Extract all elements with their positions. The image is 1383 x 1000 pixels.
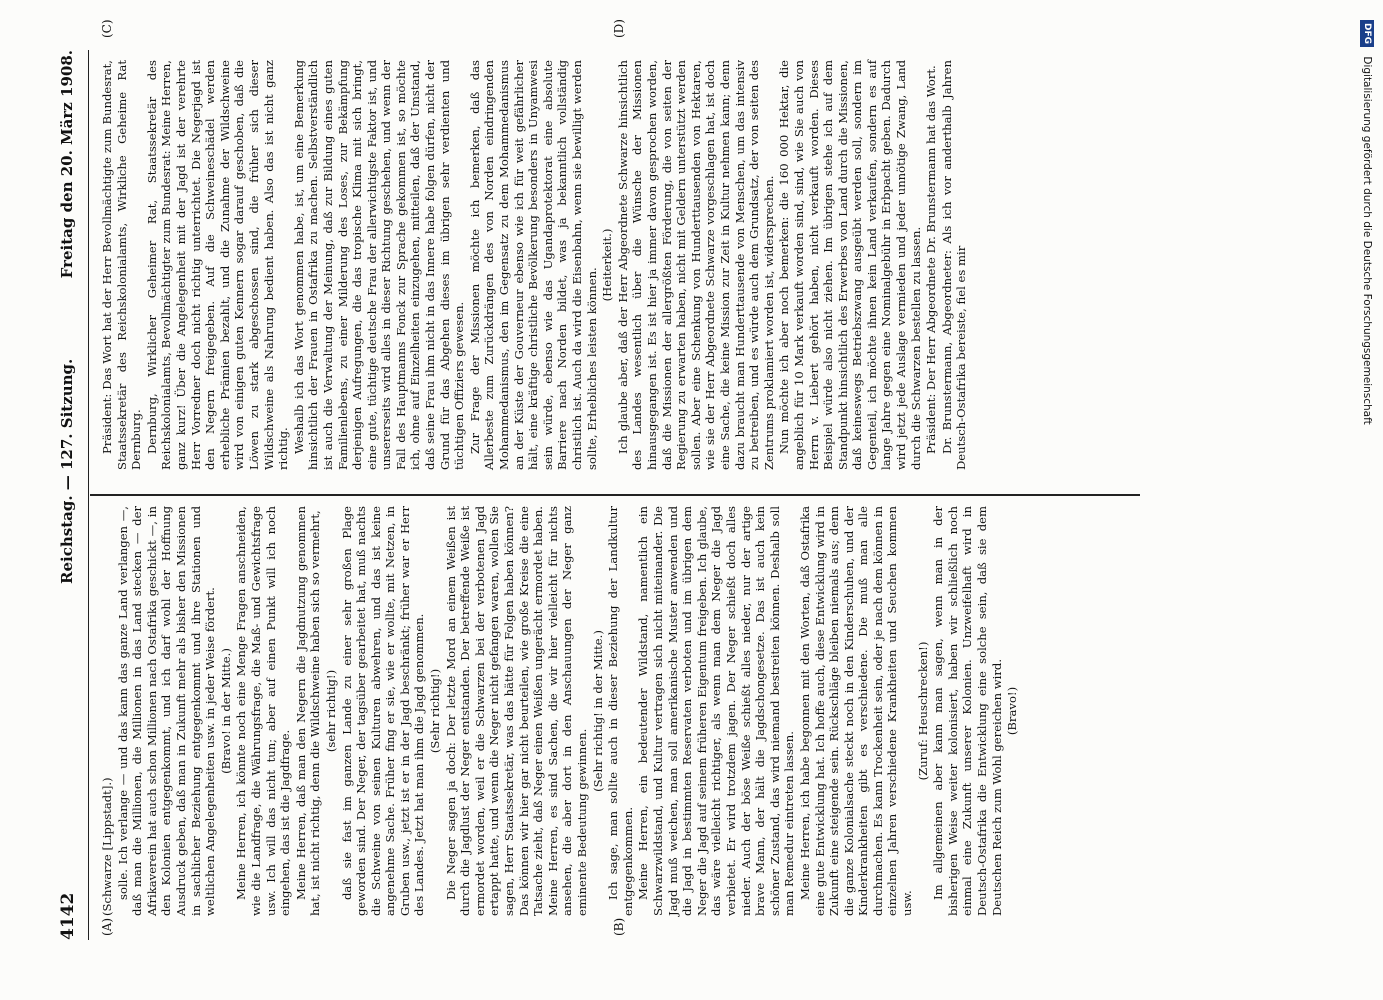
paragraph: Präsident: Der Herr Abgeordnete Dr. Brunstermann hat das Wort. [924, 65, 939, 454]
session-date: Freitag den 20. März 1908. [58, 50, 76, 279]
speaker-label: (Schwarze [Lippstadt].) [100, 777, 114, 916]
margin-mark-b: (B) [612, 917, 626, 936]
page-number: 4142 [58, 892, 78, 940]
paragraph: Nun möchte ich aber noch bemerken: die 160 000 Hektar, die angeblich für 10 Mark verkauft worden sind, sind, wie Sie auch von Herrn v. Liebert gehört haben, nicht verkauft worden. Dieses Beispiel würde also nicht ziehen. Im übrigen stehe ich auf dem Standpunkt hinsichtlich des Erwerbes von Land durch die Missionen, daß keineswegs Betriebszwang ausgeübt werden soll, sondern im Gegenteil, ich möchte ihnen kein Land verkaufen, sondern es auf lange Jahre gegen eine Nominalgebühr in Erbpacht geben. Dadurch wird jetzt jede Auslage vermieden und jeder unnötige Zwang, Land durch die Schwarzen bestellen zu lassen. [777, 60, 923, 470]
margin-mark-c: (C) [100, 19, 114, 38]
margin-mark-a: (A) [100, 917, 114, 936]
paragraph: Dernburg, Wirklicher Geheimer Rat, Staatssekretär des Reichskolonialamts, Bevollmächtigter zum Bundesrat: Meine Herren, ganz kurz! Über die Angelegenheit mit der Jagd ist der verehrte Herr Vorredner doch nicht richtig unterrichtet. Die Negerjagd ist den Negern freigegeben. Auf die Schweineschädel werden erhebliche Prämien bezahlt, und die Zunahme der Wildschweine wird von einigen guten Kennern sogar darauf geschoben, daß die Löwen zu stark abgeschossen sind, die früher sich dieser Wildschweine als Nahrung bedient haben. Also das ist nicht ganz richtig. [144, 60, 291, 470]
paragraph: Weshalb ich das Wort genommen habe, ist, um eine Bemerkung hinsichtlich der Frauen in Ostafrika zu machen. Selbstverständlich ist auch die Verwaltung der Meinung, daß zur Bildung eines guten Familienlebens, zu einer Milderung des Loses, zur Bekämpfung derjenigen Aufregungen, die das tropische Klima mit sich bringt, eine gute, tüchtige deutsche Frau der allerwichtigste Faktor ist, und unsererseits wird alles in dieser Richtung geschehen, und wenn der Fall des Hauptmanns Fonck zur Sprache gekommen ist, so möchte ich, ohne auf Einzelheiten einzugehen, mitteilen, daß der Umstand, daß seine Frau ihm nicht in das Innere habe folgen dürfen, nicht der Grund für das Abgehen dieses im übrigen sehr verdienten und tüchtigen Offiziers gewesen. [291, 60, 467, 470]
paragraph: Zur Frage der Missionen möchte ich bemerken, daß das Allerbeste zum Zurückdrängen des von Norden eindringenden Mohammedanismus, den im Gegensatz zu dem Mohammedanismus an der Küste der Gouverneur ebenso wie ich für weit gefährlicher hält, eine kräftige christliche Bevölkerung besonders in Unyamwesi sein würde, ebenso wie das Ugandaprotektorat eine absolute Barriere nach Norden bildet, was ja bekanntlich vollständig christlich ist. Auch da wird die Eisenbahn, wenn sie bewilligt werden sollte, Erhebliches leisten können. [467, 60, 599, 470]
margin-mark-d: (D) [612, 19, 626, 38]
paragraph: Meine Herren, daß man den Negern die Jagdnutzung genommen hat, ist nicht richtig, denn die Wildschweine haben sich so vermehrt, [293, 506, 323, 916]
interjection: (Sehr richtig!) [428, 668, 443, 754]
paragraph: Meine Herren, ich könnte noch eine Menge Fragen anschneiden, wie die Landfrage, die Währungsfrage, die Maß- und Gewichtsfrage usw. Ich will das nicht tun; aber auf einen Punkt will ich noch eingehen, das ist die Jagdfrage. [234, 506, 293, 916]
paragraph: Ich sage, man sollte auch in dieser Beziehung der Landkultur entgegenkommen. [606, 506, 635, 916]
interjection: (Bravo!) [1005, 686, 1020, 736]
paragraph: Die Neger sagen ja doch: Der letzte Mord an einem Weißen ist durch die Jagdlust der Neger entstanden. Der betreffende Weiße ist ermordet worden, weil er die Schwarzen bei der verbotenen Jagd ertappt hatte, und wenn die Neger nicht gefangen waren, wollen Sie sagen, Herr Staatssekretär, was das hätte für Folgen haben können? Das können wir hier gar nicht beurteilen, wie große Kreise die eine Tatsache zieht, daß Neger einen Weißen ungerächt ermordet haben. Meine Herren, es sind Sachen, die wir hier vielleicht für nichts ansehen, die aber dort in den Anschauungen der Neger ganz eminente Bedeutung gewinnen. [443, 506, 589, 916]
digitization-credit-text: Digitalisierung gefördert durch die Deutsche Forschungsgemeinschaft [1361, 56, 1373, 425]
interjection: (Sehr richtig! in der Mitte.) [590, 630, 605, 792]
dfg-logo: DFG [1360, 20, 1374, 47]
left-text-column [100, 506, 1021, 916]
right-text-column [100, 60, 970, 470]
interjection: (Bravo! in der Mitte.) [218, 648, 233, 774]
paragraph: Meine Herren, ich habe begonnen mit den Worten, daß Ostafrika eine gute Entwicklung hat. Ich hoffe auch, diese Entwicklung wird in Zukunft eine steigende sein. Rückschläge bleiben niemals aus; denn die ganze Kolonialsache steckt noch in den Kinderschuhen, und der Kinderkrankheiten gibt es verschiedene. Die muß man alle durchmachen. Es kann Trockenheit sein, oder je nach dem können in einzelnen Jahren verschiedene Krankheiten und Seuchen kommen usw. [797, 506, 915, 916]
paragraph: Meine Herren, ein bedeutender Wildstand, namentlich ein Schwarzwildstand, und Kultur vertragen sich nicht miteinander. Die Jagd muß weichen, man soll amerikanische Muster anwenden und die Jagd in bestimmten Reservaten verboten und im übrigen dem Neger die Jagd auf seinem früheren Eigentum freigeben. Ich glaube, das wäre vielleicht richtiger, als wenn man dem Neger die Jagd verbietet. Er wird trotzdem jagen. Der Neger schießt doch alles nieder. Auch der böse Weiße schießt alles nieder, nur der artige brave Mann, der hält die Jagdschongesetze. Das ist auch kein schöner Zustand, das wird niemand bestreiten können. Deshalb soll man Remedur eintreten lassen. [636, 506, 797, 916]
paragraph: Dr. Brunstermann, Abgeordneter: Als ich vor anderthalb Jahren Deutsch-Ostafrika bereiste, fiel es mir [939, 60, 969, 470]
paragraph: Im allgemeinen aber kann man sagen, wenn man in der bisherigen Weise weiter kolonisiert, haben wir schließlich noch einmal eine Zukunft unserer Kolonien. Unzweifelhaft wird in Deutsch-Ostafrika die Entwicklung eine solche sein, daß sie dem Deutschen Reich zum Wohl gereichen wird. [931, 506, 1004, 916]
column-divider [90, 495, 1140, 497]
paragraph: Ich glaube aber, daß der Herr Abgeordnete Schwarze hinsichtlich des Landes wesentlich über die Wünsche der Missionen hinausgegangen ist. Es ist hier ja immer davon gesprochen worden, daß die Missionen der allergrößten Förderung, die von seiten der Regierung zu erwarten haben, nicht mit Geldern unterstützt werden sollen. Aber eine Schenkung von Hunderttausenden von Hektaren, wie sie der Herr Abgeordnete Schwarze vorgeschlagen hat, ist doch eine Sache, die keine Mission zur Zeit in Kultur nehmen kann; denn dazu braucht man Hunderttausende von Menschen, um das intensiv zu betreiben, und es würde auch dem Grundsatz, der von seiten des Zentrums proklamiert worden ist, widersprechen. [615, 60, 776, 470]
session-title: Reichstag. — 127. Sitzung. [58, 358, 76, 584]
interjection: (Heiterkeit.) [600, 228, 615, 302]
paragraph: solle. Ich verlange — und das kann das ganze Land verlangen —, daß man die Millionen, die Millionen in das Land stecken — der Afrikaverein hat auch schon Millionen nach Ostafrika geschickt —, in den Kolonien entgegenkommt, und ich darf wohl der Hoffnung Ausdruck geben, daß man in Zukunft mehr als bisher den Missionen in sachlicher Beziehung entgegenkommt und ihre Stationen und weltlichen Angelegenheiten usw. in jeder Weise fördert. [115, 506, 218, 916]
paragraph: daß sie fast im ganzen Lande zu einer sehr großen Plage geworden sind. Der Neger, der tagsüber gearbeitet hat, muß nachts die Schweine von seinen Kulturen abwehren, und das ist keine angenehme Sache. Früher fing er sie, wie er wollte, mit Netzen, in Gruben usw., jetzt ist er in der Jagd beschränkt; früher war er Herr des Landes. Jetzt hat man ihm die Jagd genommen. [339, 506, 427, 916]
interjection: (Zuruf: Heuschrecken!) [915, 641, 930, 781]
paragraph: Präsident: Das Wort hat der Herr Bevollmächtigte zum Bundesrat, Staatssekretär des Reichskolonialamts, Wirkliche Geheime Rat Dernburg. [100, 60, 144, 470]
digitization-credit [1355, 20, 1383, 980]
page-header [58, 50, 89, 940]
interjection: (sehr richtig!) [323, 669, 338, 753]
